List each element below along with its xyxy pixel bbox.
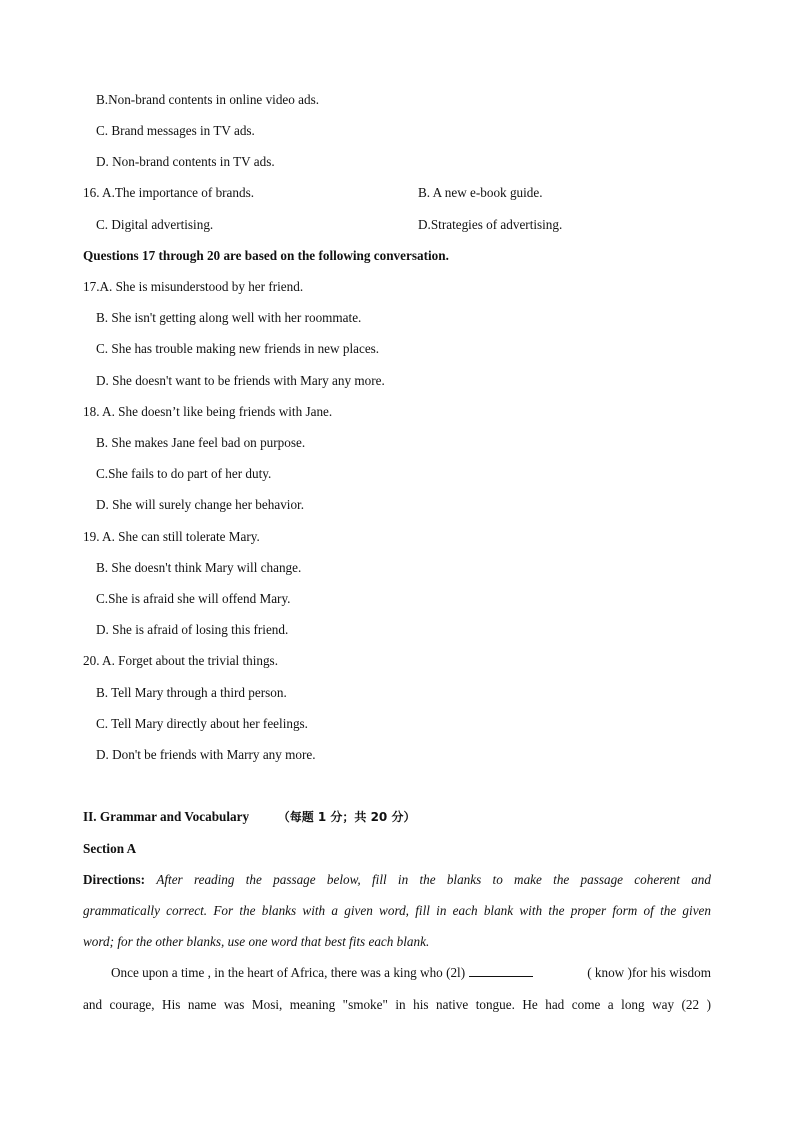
q15-option-d: D. Non-brand contents in TV ads.: [96, 154, 275, 169]
directions-line-3: word; for the other blanks, use one word that best fits each blank.: [83, 934, 430, 949]
q16-option-c: C. Digital advertising.: [96, 217, 214, 232]
q16-option-d: D.Strategies of advertising.: [418, 217, 563, 232]
q18-option-a: 18. A. She doesn’t like being friends with Jane.: [83, 404, 333, 419]
q20-option-b: B. Tell Mary through a third person.: [96, 685, 287, 700]
passage-line-1-end: ( know )for his wisdom: [587, 965, 711, 980]
conversation-heading: Questions 17 through 20 are based on the following conversation.: [83, 248, 449, 263]
q18-option-d: D. She will surely change her behavior.: [96, 497, 305, 512]
passage-line-2: and courage, His name was Mosi, meaning "smoke" in his native tongue. He had come a long way (22 ): [83, 997, 711, 1012]
q19-option-a: 19. A. She can still tolerate Mary.: [83, 529, 260, 544]
passage-line-1-start: Once upon a time , in the heart of Africa, there was a king who (2l): [111, 965, 466, 980]
q15-option-c: C. Brand messages in TV ads.: [96, 123, 255, 138]
q17-option-b: B. She isn't getting along well with her roommate.: [96, 310, 362, 325]
q20-option-c: C. Tell Mary directly about her feelings.: [96, 716, 308, 731]
q19-option-d: D. She is afraid of losing this friend.: [96, 622, 289, 637]
q19-option-b: B. She doesn't think Mary will change.: [96, 560, 302, 575]
q17-option-a: 17.A. She is misunderstood by her friend.: [83, 279, 304, 294]
q17-option-c: C. She has trouble making new friends in new places.: [96, 341, 380, 356]
q20-option-d: D. Don't be friends with Marry any more.: [96, 747, 316, 762]
directions-label: Directions:: [83, 872, 146, 887]
section-score: （每题 1 分；共 20 分）: [277, 810, 416, 824]
blank-21[interactable]: [469, 965, 533, 977]
q16-option-a: 16. A.The importance of brands.: [83, 185, 255, 200]
section-title: [83, 809, 415, 825]
q17-option-d: D. She doesn't want to be friends with Mary any more.: [96, 373, 385, 388]
q19-option-c: C.She is afraid she will offend Mary.: [96, 591, 291, 606]
q18-option-c: C.She fails to do part of her duty.: [96, 466, 272, 481]
directions-line-1: [83, 872, 711, 888]
q15-option-b: B.Non-brand contents in online video ads.: [96, 92, 320, 107]
section-a-heading: Section A: [83, 841, 137, 856]
passage-line-1: [111, 965, 711, 981]
q18-option-b: B. She makes Jane feel bad on purpose.: [96, 435, 306, 450]
directions-line-2: grammatically correct. For the blanks with a given word, fill in each blank with the proper form of the given: [83, 903, 711, 918]
q20-option-a: 20. A. Forget about the trivial things.: [83, 653, 278, 668]
q16-option-b: B. A new e-book guide.: [418, 185, 543, 200]
directions-text-1: After reading the passage below, fill in the blanks to make the passage coherent and: [156, 872, 711, 887]
section-title-text: II. Grammar and Vocabulary: [83, 809, 250, 824]
